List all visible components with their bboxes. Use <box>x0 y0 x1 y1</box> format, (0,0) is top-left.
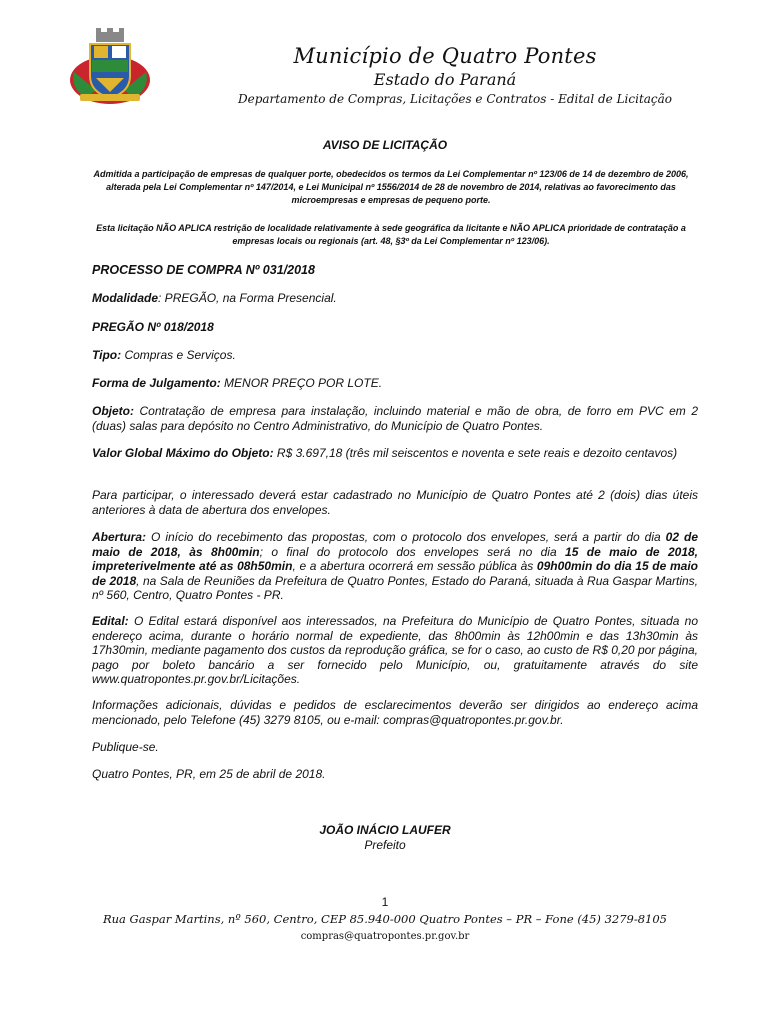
edital-label: Edital: <box>92 614 129 628</box>
admission-paragraph: Admitida a participação de empresas de qualquer porte, obedecidos os termos da Lei Complementar nº 123/06 de 14 de dezembro de 2006, alterada pela Lei Complementar nº 147/2014, e Lei Municipal nº 1556/2014 de 28 de novembro de 2014, relativas ao favorecimento das microempresas e empresas de pequeno porte. <box>93 169 689 205</box>
abertura-text-3: , e a abertura ocorrerá em sessão pública às <box>292 559 537 573</box>
process-title: PROCESSO DE COMPRA Nº 031/2018 <box>92 263 315 277</box>
modalidade-value: : PREGÃO, na Forma Presencial. <box>158 291 337 305</box>
modalidade-label: Modalidade <box>92 291 159 305</box>
tipo-value: Compras e Serviços. <box>121 348 236 362</box>
tipo-label: Tipo: <box>92 348 122 362</box>
coat-of-arms-icon <box>66 28 154 110</box>
abertura-text-2: ; o final do protocolo dos envelopes será no dia <box>259 544 566 559</box>
state-title: Estado do Paraná <box>373 70 517 89</box>
footer-email: compras@quatropontes.pr.gov.br <box>300 931 470 942</box>
modalidade-line <box>92 291 698 306</box>
edital-value: O Edital estará disponível aos interessados, na Prefeitura do Município de Quatro Pontes, situada no endereço acima, durante o horário normal de expediente, das 8h00min às 12h00min e das 13h30min às 17h30min, mediante pagamento dos custos da reprodução gráfica, se for o caso, ao custo de R$ 0,20 por página, pago por boleto bancário a ser fornecido pelo Município, ou, gratuitamente através do site www.quatropontes.pr.gov.br/Licitações. <box>92 614 698 686</box>
valor-value: R$ 3.697,18 (três mil seiscentos e noventa e sete reais e dezoito centavos) <box>273 446 678 460</box>
page-number: 1 <box>381 895 389 909</box>
restriction-paragraph: Esta licitação NÃO APLICA restrição de localidade relativamente à sede geográfica da licitante e NÃO APLICA prioridade de contratação a empresas locais ou regionais (art. 48, §3º da Lei Complementar nº 123/06). <box>96 223 686 246</box>
department-title: Departamento de Compras, Licitações e Contratos - Edital de Licitação <box>237 92 673 106</box>
publish-line: Publique-se. <box>92 740 159 754</box>
footer-address: Rua Gaspar Martins, nº 560, Centro, CEP 85.940-000 Quatro Pontes – PR – Fone (45) 3279-8105 <box>102 912 667 926</box>
participation-paragraph: Para participar, o interessado deverá estar cadastrado no Município de Quatro Pontes até 2 (dois) dias úteis anteriores à data de abertura dos envelopes. <box>92 488 698 517</box>
valor-label: Valor Global Máximo do Objeto: <box>92 446 274 460</box>
objeto-label: Objeto: <box>92 404 134 418</box>
abertura-deadline: 15 de maio de 2018, impreterivelmente até as 08h50min <box>92 544 698 573</box>
valor-paragraph <box>92 446 698 461</box>
notice-title: AVISO DE LICITAÇÃO <box>322 138 448 152</box>
pregao-line: PREGÃO Nº 018/2018 <box>92 320 214 334</box>
signatory-name: JOÃO INÁCIO LAUFER <box>319 823 451 837</box>
signatory-role: Prefeito <box>364 838 406 852</box>
objeto-value: Contratação de empresa para instalação, incluindo material e mão de obra, de forro em PVC em 2 (duas) salas para depósito no Centro Administrativo, do Município de Quatro Pontes. <box>92 404 698 433</box>
abertura-paragraph <box>92 530 698 603</box>
abertura-start-date: 02 de maio de 2018, às 8h00min <box>92 530 699 559</box>
julgamento-label: Forma de Julgamento: <box>92 376 221 390</box>
abertura-session-date: 09h00min do dia 15 de maio de 2018 <box>92 559 698 588</box>
municipality-title: Município de Quatro Pontes <box>293 44 597 68</box>
abertura-text-1: O início do recebimento das propostas, com o protocolo dos envelopes, será a partir do dia <box>146 530 666 544</box>
edital-paragraph <box>92 614 698 687</box>
abertura-text-4: , na Sala de Reuniões da Prefeitura de Quatro Pontes, Estado do Paraná, situada à Rua Gaspar Martins, nº 560, Centro, Quatro Pontes - PR. <box>92 573 698 602</box>
info-paragraph: Informações adicionais, dúvidas e pedidos de esclarecimentos deverão ser dirigidos ao endereço acima mencionado, pelo Telefone (45) 3279 8105, ou e-mail: compras@quatropontes.pr.gov.br. <box>92 698 698 727</box>
objeto-paragraph <box>92 404 698 433</box>
julgamento-value: MENOR PREÇO POR LOTE. <box>220 376 383 390</box>
tipo-line <box>92 348 698 363</box>
place-date-line: Quatro Pontes, PR, em 25 de abril de 2018. <box>92 767 326 781</box>
abertura-label: Abertura: <box>92 530 147 544</box>
julgamento-line <box>92 376 698 391</box>
